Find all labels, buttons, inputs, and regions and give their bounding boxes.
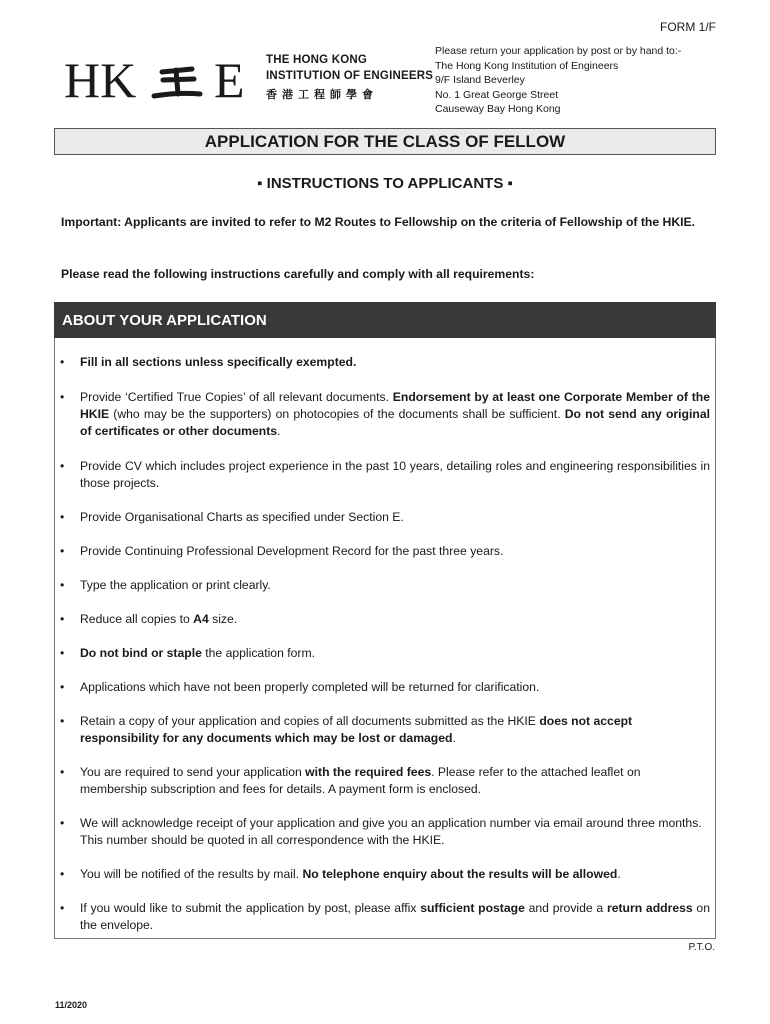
instruction-item: • You are required to send your application with the required fees. Please refer to the attached leaflet on membership subscription and fees for details. A payment form is enclosed. [60,764,710,798]
instruction-item: • If you would like to submit the application by post, please affix sufficient postage and provide a return address on the envelope. [60,900,710,934]
please-read-note: Please read the following instructions carefully and comply with all requirements: [61,267,535,281]
instruction-item: • We will acknowledge receipt of your application and give you an application number via email around three months. This number should be quoted in all correspondence with the HKIE. [60,815,710,849]
instruction-item: • Type the application or print clearly. [60,577,710,594]
return-address-line: The Hong Kong Institution of Engineers [435,59,619,72]
instruction-item: • Provide CV which includes project experience in the past 10 years, detailing roles and engineering responsibilities in those projects. [60,458,710,492]
instruction-item: • Applications which have not been properly completed will be returned for clarification. [60,679,710,696]
important-note: Important: Applicants are invited to refer to M2 Routes to Fellowship on the criteria of Fellowship of the HKIE. [61,215,696,229]
instruction-item: • Provide Organisational Charts as specified under Section E. [60,509,710,526]
instruction-item: • Reduce all copies to A4 size. [60,611,710,628]
form-number: FORM 1/F [660,20,716,34]
return-address [435,44,681,117]
form-title: APPLICATION FOR THE CLASS OF FELLOW [54,128,716,155]
return-address-line: Causeway Bay Hong Kong [435,103,561,115]
logo-letter-e: E [214,52,245,104]
organization-name [266,52,433,84]
return-address-line: Please return your application by post or by hand to:- [435,45,682,57]
revision-date: 11/2020 [55,1000,88,1010]
hkie-logo [64,50,264,104]
section-heading-about: ABOUT YOUR APPLICATION [54,302,716,338]
instruction-item: • Provide ‘Certified True Copies’ of all relevant documents. Endorsement by at least one Corporate Member of the HKIE (who may be the supporters) on photocopies of the documents shall be sufficient. Do not send any original of certificates or other documents. [60,389,710,440]
pto-note: P.T.O. [688,942,715,953]
return-address-line: No. 1 Great George Street [435,88,559,101]
logo-letters-hk: HK [64,52,137,104]
logo-brush-i [154,69,200,96]
org-name-chinese: 香港工程師學會 [266,89,378,101]
instruction-item: • Retain a copy of your application and copies of all documents submitted as the HKIE does not accept responsibility for any documents which may be lost or damaged. [60,713,710,747]
org-name-line2: INSTITUTION OF ENGINEERS [266,70,434,82]
instructions-heading: ▪ INSTRUCTIONS TO APPLICANTS ▪ [257,175,513,192]
instruction-item: • Provide Continuing Professional Development Record for the past three years. [60,543,710,560]
instruction-item: • Fill in all sections unless specifically exempted. [60,354,710,371]
instruction-item: • Do not bind or staple the application form. [60,645,710,662]
instruction-item: • You will be notified of the results by mail. No telephone enquiry about the results will be allowed. [60,866,710,883]
org-name-line1: THE HONG KONG [266,54,367,66]
return-address-line: 9/F Island Beverley [435,74,525,86]
